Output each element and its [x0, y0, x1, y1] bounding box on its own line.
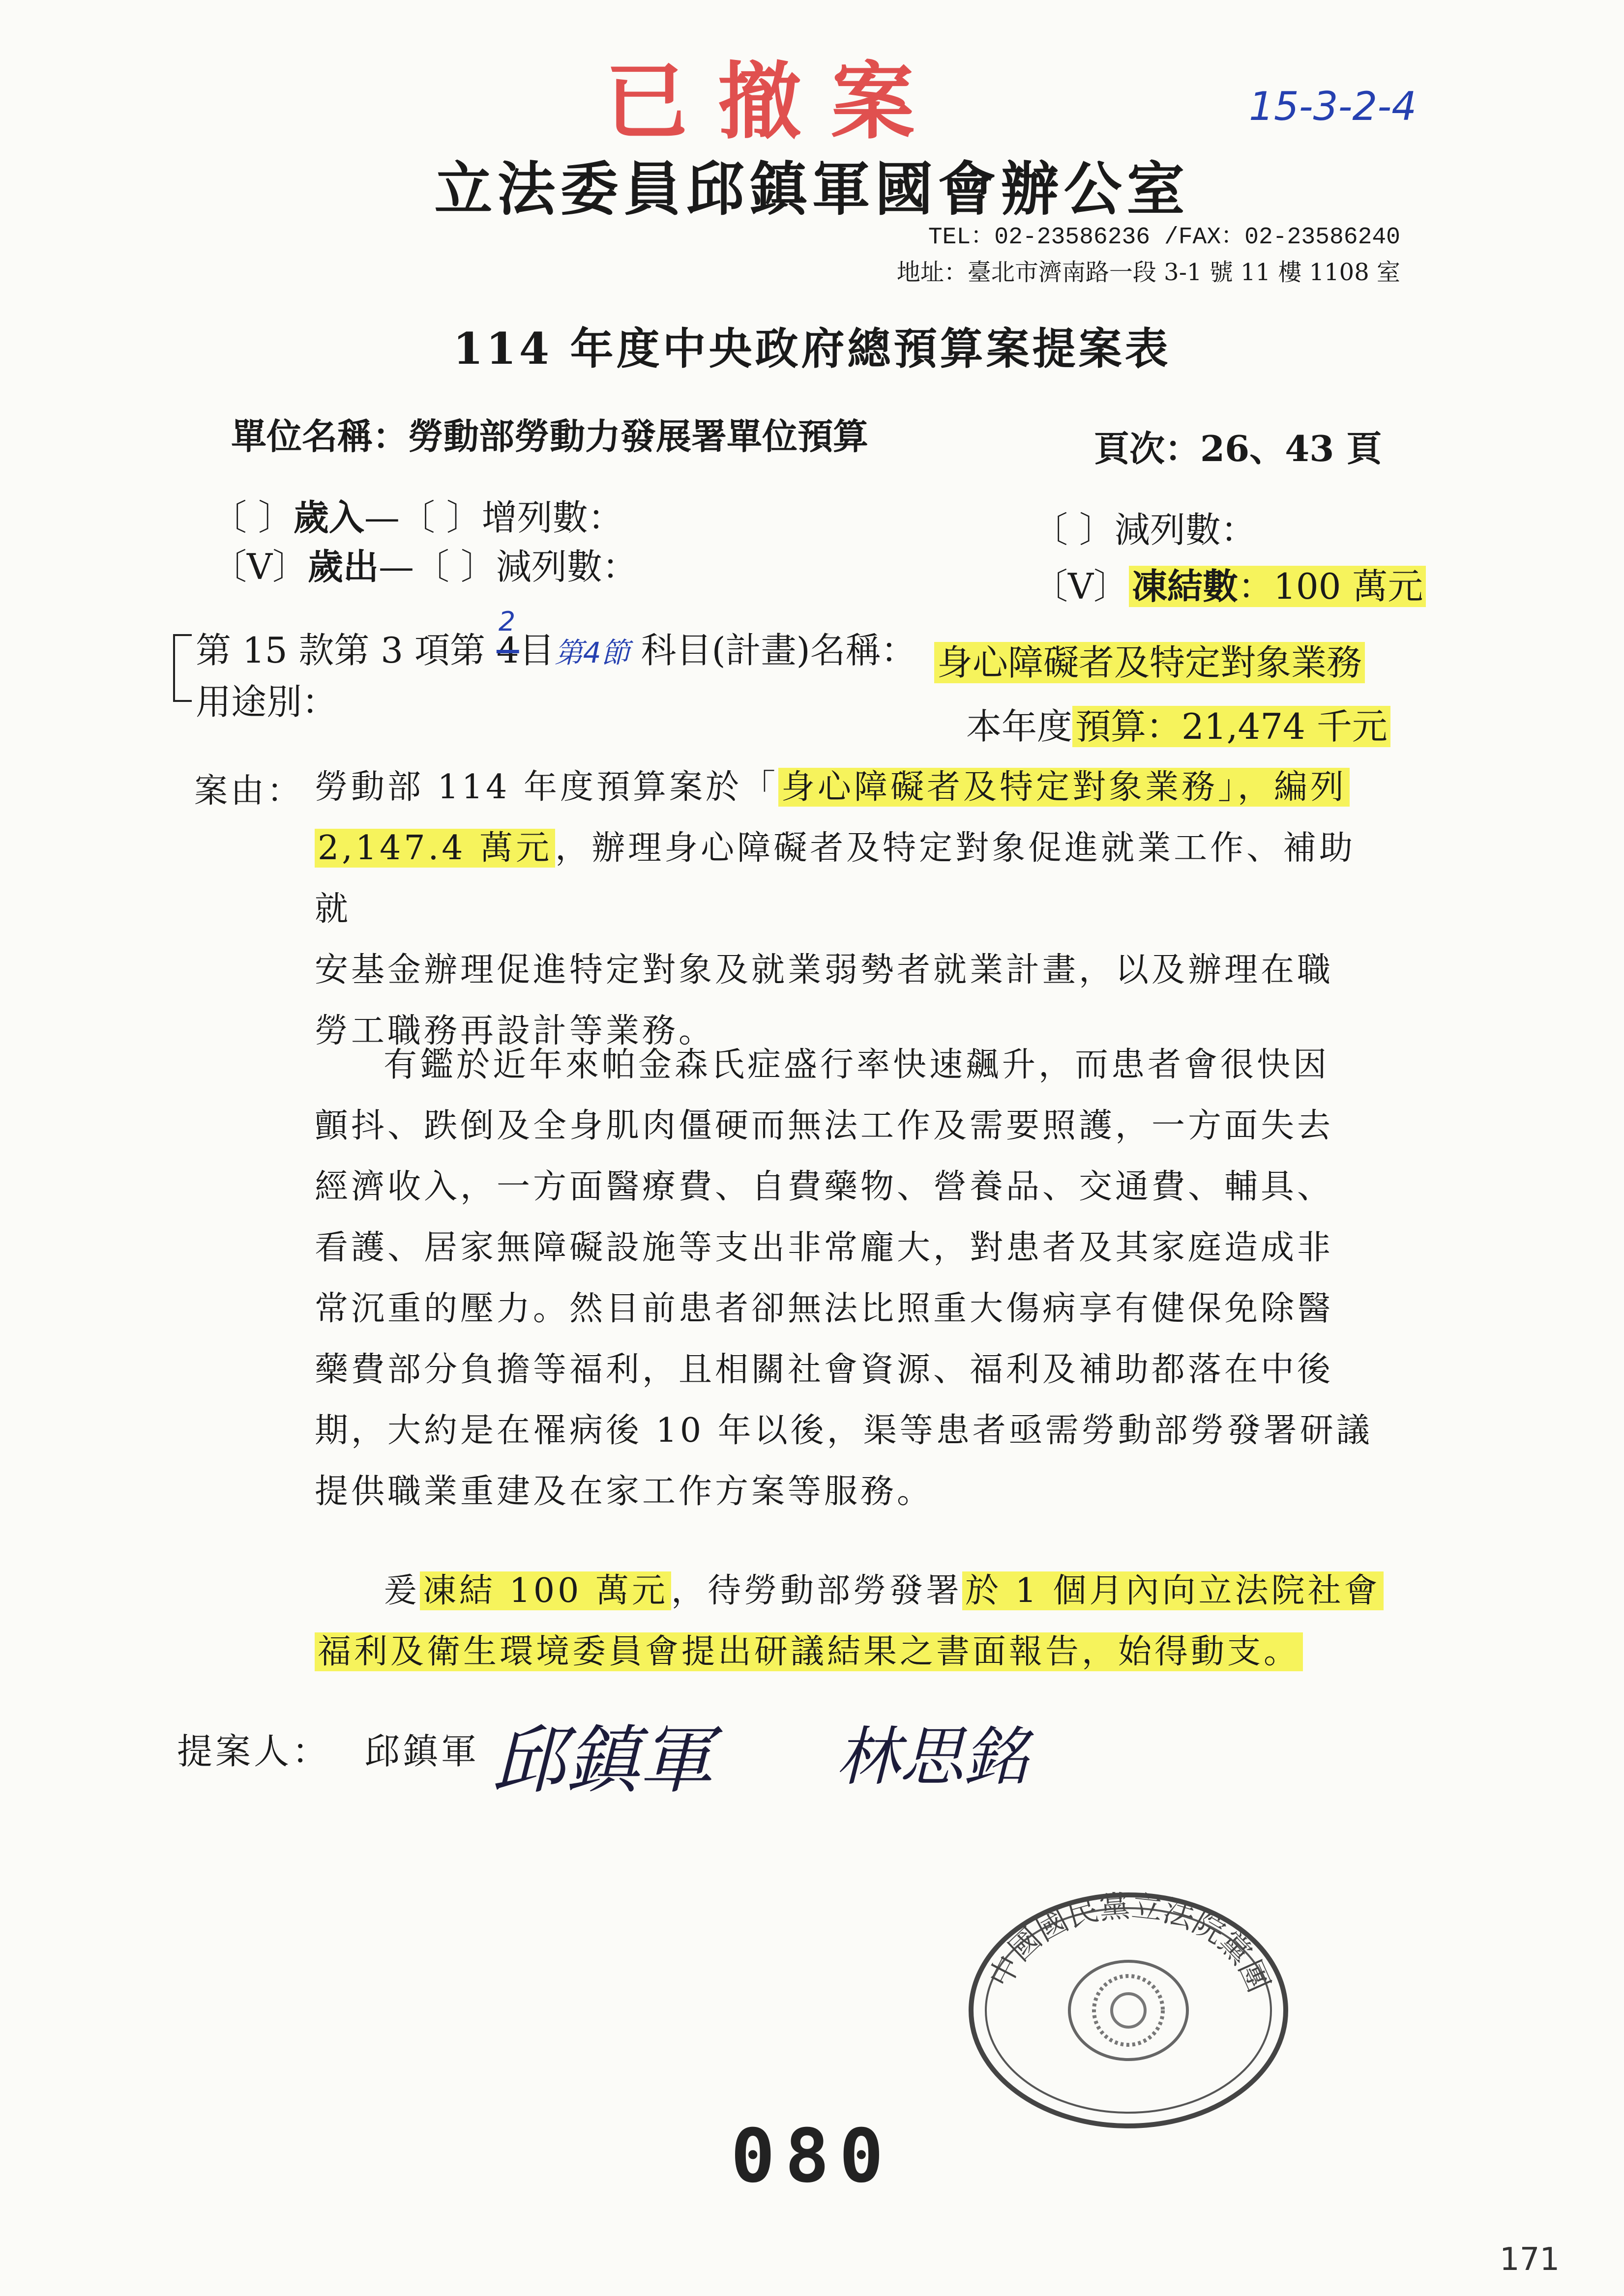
office-title: 立法委員邱鎮軍國會辦公室 [434, 155, 1190, 223]
page-ref [1094, 420, 1382, 471]
item-mid: 目 [519, 630, 555, 671]
reason-p3-deadline: 於 1 個月內向立法院社會 [962, 1571, 1384, 1610]
item-subject-label: 科目(計畫)名稱： [641, 630, 916, 671]
revenue-increase: —〔 〕增列數： [364, 497, 623, 538]
proposer-label: 提案人： [177, 1731, 331, 1772]
expenditure-checkbox: 〔V〕 [211, 546, 308, 587]
contact-address: 地址：臺北市濟南路一段 3-1 號 11 樓 1108 室 [896, 259, 1400, 286]
reason-p1-amount: 2,147.4 萬元 [315, 829, 555, 868]
revenue-label: 歲入 [293, 496, 364, 538]
item-name-wrap [934, 634, 1365, 685]
proposer-name: 邱鎮軍 [364, 1731, 479, 1772]
unit-row [231, 408, 868, 459]
party-seal [961, 1888, 1296, 2133]
budget-row [966, 698, 1390, 749]
expenditure-label: 歲出 [308, 546, 379, 587]
reason-p2-line: 常沉重的壓力。然目前患者卻無法比照重大傷病享有健保免除醫 [315, 1289, 1334, 1328]
usage-label: 用途別： [196, 681, 338, 723]
freeze-value: ：100 萬元 [1238, 566, 1423, 607]
contact-tel: TEL：02-23586236 /FAX：02-23586240 [928, 224, 1400, 251]
reason-label: 案由： [194, 772, 304, 811]
reason-p3-line2: 福利及衛生環境委員會提出研議結果之書面報告，始得動支。 [315, 1632, 1303, 1671]
signature-2: 林思銘 [836, 1719, 1028, 1794]
emblem-icon [1094, 1976, 1163, 2045]
item-struck-number: 4 [496, 630, 519, 671]
unit-label: 單位名稱： [231, 415, 409, 457]
reason-p3-freeze: 凍結 100 萬元 [420, 1571, 671, 1610]
form-title: 114 年度中央政府總預算案提案表 [453, 323, 1171, 374]
reason-p1-text-b: ，辦理身心障礙者及特定對象促進就業工作、補助就 [315, 829, 1356, 929]
reason-p2-line: 提供職業重建及在家工作方案等服務。 [315, 1472, 934, 1511]
budget-value: 預算：21,474 千元 [1072, 706, 1390, 747]
reason-paragraph-3 [315, 1561, 1387, 1683]
expenditure-row [211, 538, 638, 589]
freeze-row [1033, 558, 1426, 609]
revenue-checkbox: 〔 〕 [211, 497, 294, 538]
reason-p1-text-c: 安基金辦理促進特定對象及就業弱勢者就業計畫，以及辦理在職 [315, 951, 1334, 989]
freeze-checkbox: 〔V〕 [1033, 566, 1129, 607]
reason-p3-text-b: ，待勞動部勞發署 [671, 1571, 963, 1610]
unit-name: 勞動部勞動力發展署單位預算 [408, 415, 869, 457]
reason-p1-highlight: 身心障礙者及特定對象業務」，編列 [778, 768, 1350, 807]
item-prefix: 第 15 款第 3 項第 [196, 630, 485, 671]
reason-p2-line: 顫抖、跌倒及全身肌肉僵硬而無法工作及需要照護，一方面失去 [315, 1106, 1334, 1145]
item-name: 身心障礙者及特定對象業務 [934, 642, 1365, 683]
revoked-stamp: 已撤案 [605, 53, 945, 151]
seal-text: 中國國民黨立法院黨團 [981, 1888, 1277, 1998]
signature-1: 邱鎮軍 [492, 1718, 713, 1803]
reason-p2-line: 有鑑於近年來帕金森氏症盛行率快速飆升，而患者會很快因 [384, 1046, 1330, 1084]
reason-p3-text-a: 爰 [384, 1571, 420, 1610]
reason-p2-line: 看護、居家無障礙設施等支出非常龐大，對患者及其家庭造成非 [315, 1228, 1334, 1267]
item-handwritten-note: 第4節 [554, 636, 630, 669]
item-handwritten-number: 2 [498, 606, 516, 637]
reason-p2-line: 藥費部分負擔等福利，且相關社會資源、福利及補助都落在中後 [315, 1350, 1334, 1389]
reason-p1-text-d: 勞工職務再設計等業務。 [315, 1012, 715, 1050]
reason-p2-line: 經濟收入，一方面醫療費、自費藥物、營養品、交通費、輔具、 [315, 1167, 1334, 1206]
page-value: 26、43 頁 [1200, 428, 1382, 469]
revenue-row [211, 489, 623, 540]
budget-label: 本年度 [966, 706, 1073, 747]
expenditure-decrease: —〔 〕減列數： [379, 546, 638, 587]
page-label: 頁次： [1094, 428, 1201, 469]
reason-p2-line: 期，大約是在罹病後 10 年以後，渠等患者亟需勞動部勞發署研議 [315, 1411, 1373, 1450]
reason-p1-text-a: 勞動部 114 年度預算案於「 [315, 768, 779, 807]
item-row [196, 606, 916, 673]
reduce-row: 〔 〕減列數： [1033, 509, 1256, 551]
handwritten-code: 15-3-2-4 [1249, 84, 1417, 129]
freeze-label: 凍結數 [1132, 565, 1239, 607]
reason-paragraph-1 [315, 757, 1387, 1062]
page-number: 080 [731, 2114, 893, 2199]
corner-number: 171 [1500, 2241, 1560, 2278]
proposer-row [177, 1723, 479, 1774]
item-bracket [173, 634, 192, 702]
reason-paragraph-2 [315, 1035, 1387, 1522]
